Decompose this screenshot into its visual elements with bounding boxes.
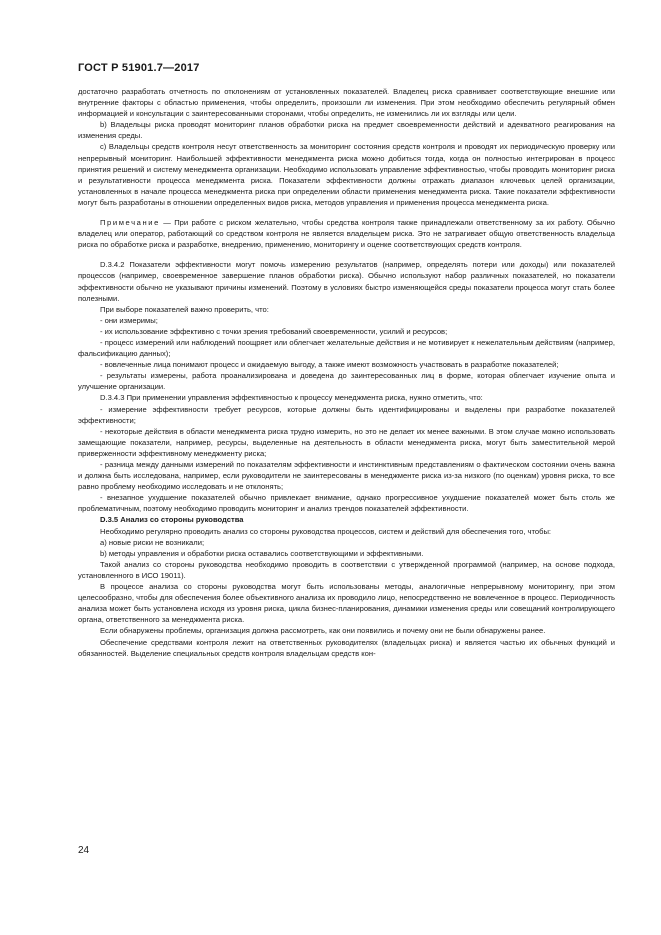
paragraph: b) Владельцы риска проводят мониторинг планов обработки риска на предмет своевременности действий и адекватного реагирования на изменения среды. <box>78 120 615 141</box>
list-item: a) новые риски не возникали; <box>100 537 205 547</box>
list-item: - измерение эффективности требует ресурсов, которые должны быть идентифицированы и выделены при разработке показателей эффективности; <box>78 404 615 425</box>
paragraph: D.3.4.3 При применении управления эффективностью к процессу менеджмента риска, нужно отметить, что: <box>100 393 483 403</box>
paragraph: c) Владельцы средств контроля несут ответственность за мониторинг состояния средств контроля и проводят их периодическую проверку или непрерывный мониторинг. Наибольшей эффективности менеджмента риска можно добиться тогда, когда он полностью интегрирован в процесс принятия решений и систему менеджмента организации. Необходимо использовать управление эффективностью, чтобы проводить мониторинг риска и результативности процесса менеджмента риска. Показатели эффективности должны отражать диапазон ключевых целей организации, установленных в начале процесса менеджмента риска при определении области применения менеджмента риска. Такие показатели эффективности могут быть разработаны в отношении определенных видов риска, методов управления и применения процесса менеджмента риска. <box>78 142 615 207</box>
paragraph: D.3.4.2 Показатели эффективности могут помочь измерению результатов (например, определять потери или доходы) или показателей процессов (например, своевременное завершение планов обработки риска). Обычно используют набор различных показателей, но показатели эффективности обычно не указывают причины изменений. Поэтому в условиях быстро изменяющейся среды показатели процесса могут стать более полезными. <box>78 260 615 303</box>
paragraph: Если обнаружены проблемы, организация должна рассмотреть, как они появились и почему они не были обнаружены ранее. <box>100 626 546 636</box>
section-heading: D.3.5 Анализ со стороны руководства <box>100 515 244 525</box>
list-item: - они измеримы; <box>100 315 158 325</box>
list-item: - вовлеченные лица понимают процесс и ожидаемую выгоду, а также имеют возможность участвовать в разработке показателей; <box>100 360 559 370</box>
list-item: - внезапное ухудшение показателей обычно привлекает внимание, однако прогрессивное ухудшение показателей может быть столь же проблематичным, поэтому необходимо проводить мониторинг и анализ трендов показателей эффективности. <box>78 493 615 514</box>
list-item: - процесс измерений или наблюдений поощряет или облегчает желательные действия и не мотивирует к нежелательным действиям (например, фальсификацию данных); <box>78 337 615 359</box>
list-item: b) методы управления и обработки риска оставались соответствующими и эффективными. <box>100 548 424 558</box>
list-item: - результаты измерены, работа проанализирована и доведена до заинтересованных лиц в форме, которая облегчает изучение опыта и улучшение организации. <box>78 371 615 392</box>
page-header: ГОСТ Р 51901.7—2017 <box>78 62 200 74</box>
paragraph: достаточно разработать отчетность по отклонениям от установленных показателей. Владелец риска сравнивает соответствующие внешние или внутренние факторы с областью применения, чтобы определить, произошли ли изменения. При этом необходимо обеспечить регулярный обмен информацией и консультации с заинтересованными сторонами, чтобы определить, не изменились ли их взгляды или цели. <box>78 87 615 119</box>
page-number: 24 <box>78 845 90 856</box>
paragraph: Такой анализ со стороны руководства необходимо проводить в соответствии с утвержденной программой (например, на основе подхода, установленного в ИСО 19011). <box>78 559 615 580</box>
paragraph: В процессе анализа со стороны руководства могут быть использованы методы, аналогичные непрерывному мониторингу, при этом целесообразно, чтобы для обеспечения более объективного анализа их проводило лицо, непосредственно не вовлеченное в процесс. Периодичность анализа может быть установлена исходя из уровня риска, цикла бизнес-планирования, динамики изменения среды или совещаний контролирующего органа, ответственного за менеджмента риска. <box>78 582 615 625</box>
document-body <box>78 86 615 659</box>
list-item: - разница между данными измерений по показателям эффективности и инстинктивным представлениям о фактическом состоянии очень важна и должна быть исследована, например, если руководители не заинтересованы в менеджменте риска из-за низкого (по оценкам) уровня риска, то все равно проблему необходимо исследовать и не отклонять; <box>78 460 615 492</box>
note-label: Примечание <box>100 218 160 228</box>
paragraph: Необходимо регулярно проводить анализ со стороны руководства процессов, систем и действий для обеспечения того, чтобы: <box>100 526 552 536</box>
list-item: - некоторые действия в области менеджмента риска трудно измерить, но это не делает их менее важными. В этом случае можно использовать замещающие показатели, например, ресурсы, выделенные на деятельность в области менеджмента риска, могут быть заместительной мерой приверженности эффективному менеджменту риска; <box>78 426 615 458</box>
note-text: — При работе с риском желательно, чтобы средства контроля также принадлежали ответственному за их работу. Обычно владелец или оператор, работающий со средством контроля не является владельцем риска. Это не затрагивает общую ответственность владельца риска по обработке риска и разработке, внедрению, применению, мониторингу и оценке соответствующих средств контроля. <box>78 218 615 250</box>
paragraph: При выборе показателей важно проверить, что: <box>100 304 269 314</box>
paragraph: Обеспечение средствами контроля лежит на ответственных руководителях (владельцах риска) и является частью их обычных функций и обязанностей. Выделение специальных средств контроля владельцам средств кон- <box>78 637 615 658</box>
note-paragraph <box>78 217 615 250</box>
list-item: - их использование эффективно с точки зрения требований своевременности, усилий и ресурсов; <box>100 326 448 336</box>
